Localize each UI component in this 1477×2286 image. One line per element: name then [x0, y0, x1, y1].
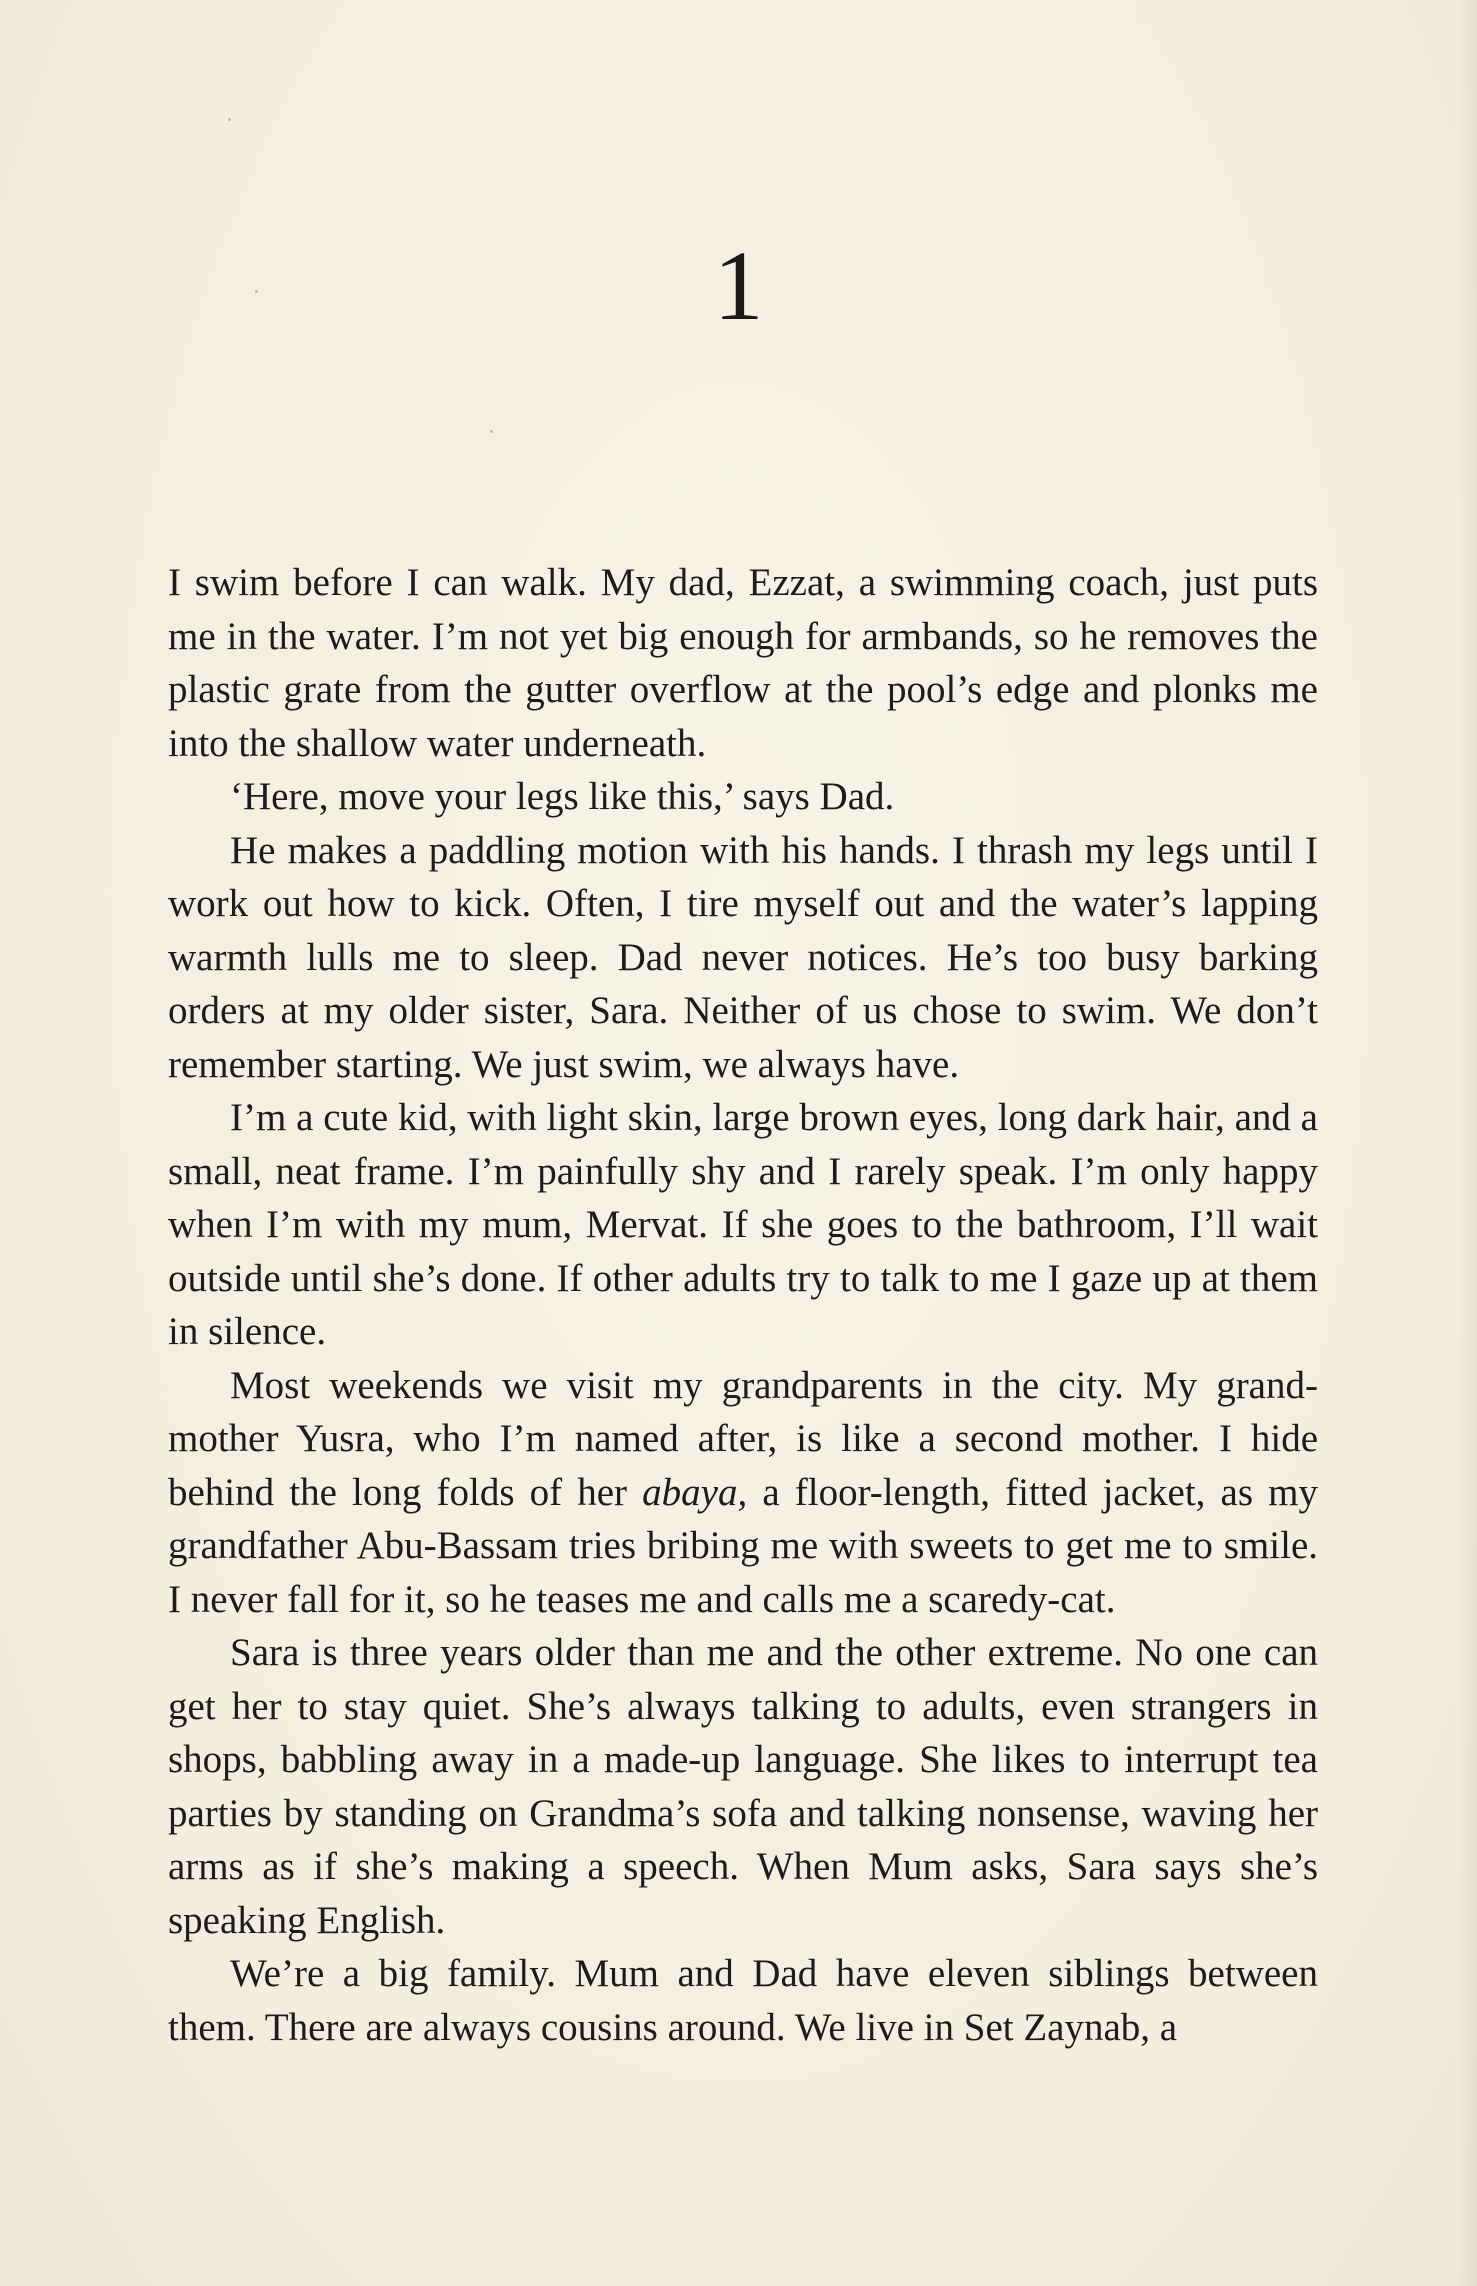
- paragraph-5-end: a floor-length, fitted jacket, as my grandfather Abu-Bassam tries bribing me with sweets to get me to smile. I never fall for it, so he teases me and calls me a scaredy-cat.: [168, 1470, 1318, 1621]
- paragraph-1: I swim before I can walk. My dad, Ezzat, a swimming coach, just puts me in the water. I’m not yet big enough for armbands, so he removes the plastic grate from the gutter overflow at the pool’s edge and plonks me into the shallow water underneath.: [168, 561, 1318, 765]
- paragraph-5: [168, 1359, 1318, 1627]
- chapter-number: 1: [713, 230, 764, 341]
- page-edge-shadow: [1459, 0, 1477, 2286]
- paper-speck: [490, 430, 493, 433]
- paragraph-7: We’re a big family. Mum and Dad have eleven siblings between them. There are always cousins around. We live in Set Zaynab, a: [168, 1952, 1318, 2049]
- paragraph-6: Sara is three years older than me and the other extreme. No one can get her to stay quiet. She’s always talking to adults, even strangers in shops, babbling away in a made-up language. She likes to interrupt tea parties by standing on Grandma’s sofa and talking nonsense, waving her arms as if she’s making a speech. When Mum asks, Sara says she’s speaking English.: [168, 1631, 1318, 1942]
- paper-speck: [228, 118, 231, 121]
- italic-term-abaya: abaya,: [642, 1470, 748, 1514]
- paragraph-5-start: Most weekends we visit my grandparents in the city. My grandmother Yusra, who I’m named after, is like a second mother. I hide behind the long folds of her: [168, 1363, 1318, 1514]
- paragraph-4: I’m a cute kid, with light skin, large brown eyes, long dark hair, and a small, neat frame. I’m painfully shy and I rarely speak. I’m only happy when I’m with my mum, Mervat. If she goes to the bathroom, I’ll wait outside until she’s done. If other adults try to talk to me I gaze up at them in silence.: [168, 1096, 1318, 1353]
- paragraph-3: He makes a paddling motion with his hands. I thrash my legs until I work out how to kick. Often, I tire myself out and the water’s lapping warmth lulls me to sleep. Dad never notices. He’s too busy barking orders at my older sister, Sara. Neither of us chose to swim. We don’t remember starting. We just swim, we always have.: [168, 828, 1318, 1086]
- chapter-body: [168, 556, 1318, 2054]
- paragraph-2: ‘Here, move your legs like this,’ says Dad.: [230, 775, 895, 818]
